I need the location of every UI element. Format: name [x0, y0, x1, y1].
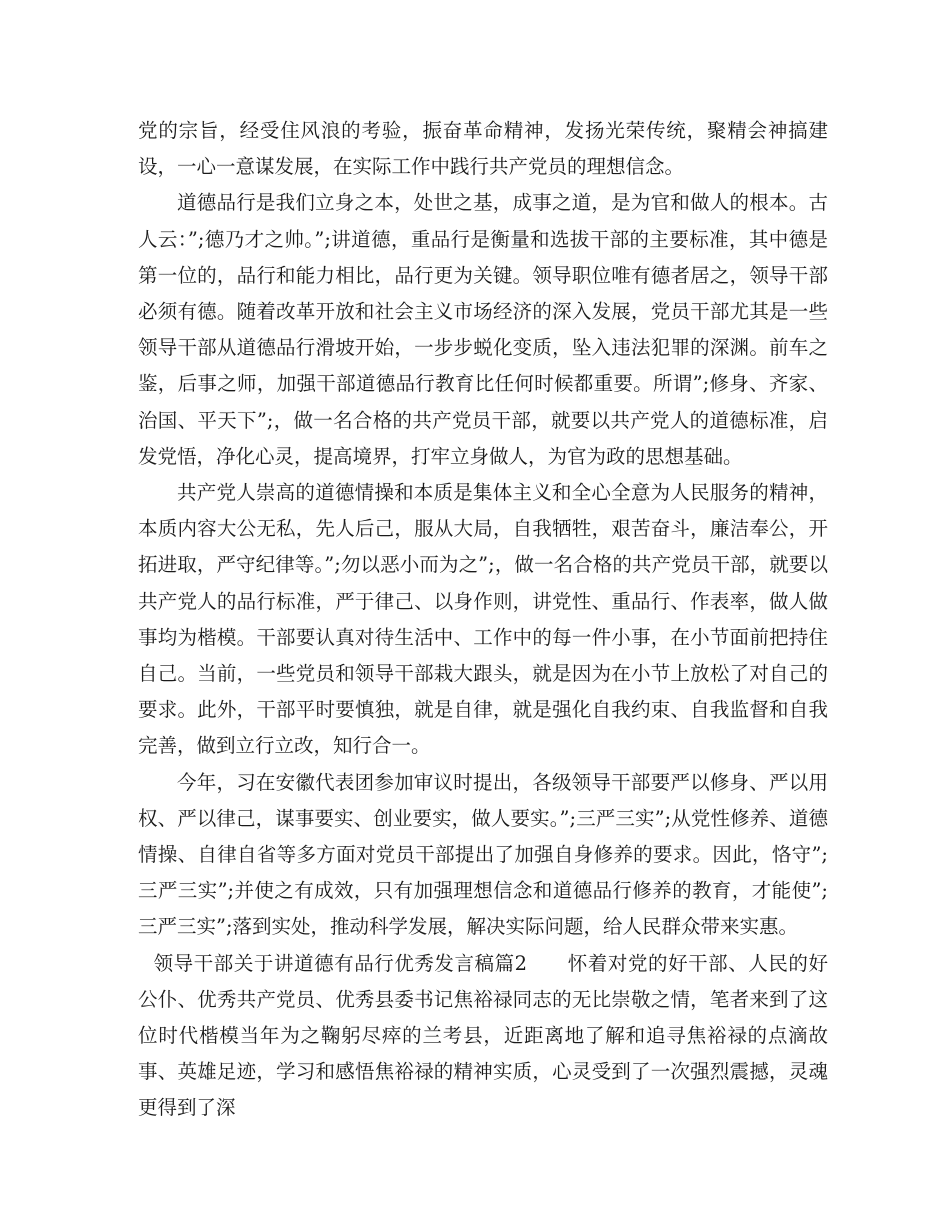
paragraph-continuation: 党的宗旨，经受住风浪的考验，振奋革命精神，发扬光荣传统，聚精会神搞建设，一心一意谋发展，在实际工作中践行共产党员的理想信念。 [138, 119, 828, 179]
paragraph-moral-conduct: 道德品行是我们立身之本，处世之基，成事之道，是为官和做人的根本。古人云：”;德乃才之帅。”;讲道德，重品行是衡量和选拔干部的主要标准，其中德是第一位的，品行和能力相比，品行更为关键。领导职位唯有德者居之，领导干部必须有德。随着改革开放和社会主义市场经济的深入发展，党员干部尤其是一些领导干部从道德品行滑坡开始，一步步蜕化变质，坠入违法犯罪的深渊。前车之鉴，后事之师，加强干部道德品行教育比任何时候都重要。所谓”;修身、齐家、治国、平天下”;，做一名合格的共产党员干部，就要以共产党人的道德标准，启发党悟，净化心灵，提高境界，打牢立身做人，为官为政的思想基础。 [138, 191, 829, 468]
paragraph-communist-ethics: 共产党人崇高的道德情操和本质是集体主义和全心全意为人民服务的精神，本质内容大公无私，先人后己，服从大局，自我牺牲，艰苦奋斗，廉洁奉公，开拓进取，严守纪律等。”;勿以恶小而为之”;，做一名合格的共产党员干部，就要以共产党人的品行标准，严于律己、以身作则，讲党性、重品行、作表率，做人做事均为楷模。干部要认真对待生活中、工作中的每一件小事，在小节面前把持住自己。当前，一些党员和领导干部栽大跟头，就是因为在小节上放松了对自己的要求。此外，干部平时要慎独，就是自律，就是强化自我约束、自我监督和自我完善，做到立行立改，知行合一。 [138, 481, 829, 758]
paragraph-three-stricts: 今年，习在安徽代表团参加审议时提出，各级领导干部要严以修身、严以用权、严以律己，谋事要实、创业要实，做人要实。”;三严三实”;从党性修养、道德情操、自律自省等多方面对党员干部提出了加强自身修养的要求。因此，恪守”;三严三实”;并使之有成效，只有加强理想信念和道德品行修养的教育，才能使”;三严三实”;落到实处，推动科学发展，解决实际问题，给人民群众带来实惠。 [138, 770, 829, 939]
document-body [138, 113, 828, 1127]
paragraph-speech-2-start: 领导干部关于讲道德有品行优秀发言稿篇2 怀着对党的好干部、人民的好公仆、优秀共产党员、优秀县委书记焦裕禄同志的无比崇敬之情，笔者来到了这位时代楷模当年为之鞠躬尽瘁的兰考县，近距离地了解和追寻焦裕禄的点滴故事、英雄足迹，学习和感悟焦裕禄的精神实质，心灵受到了一次强烈震撼，灵魂更得到了深 [138, 951, 828, 1120]
